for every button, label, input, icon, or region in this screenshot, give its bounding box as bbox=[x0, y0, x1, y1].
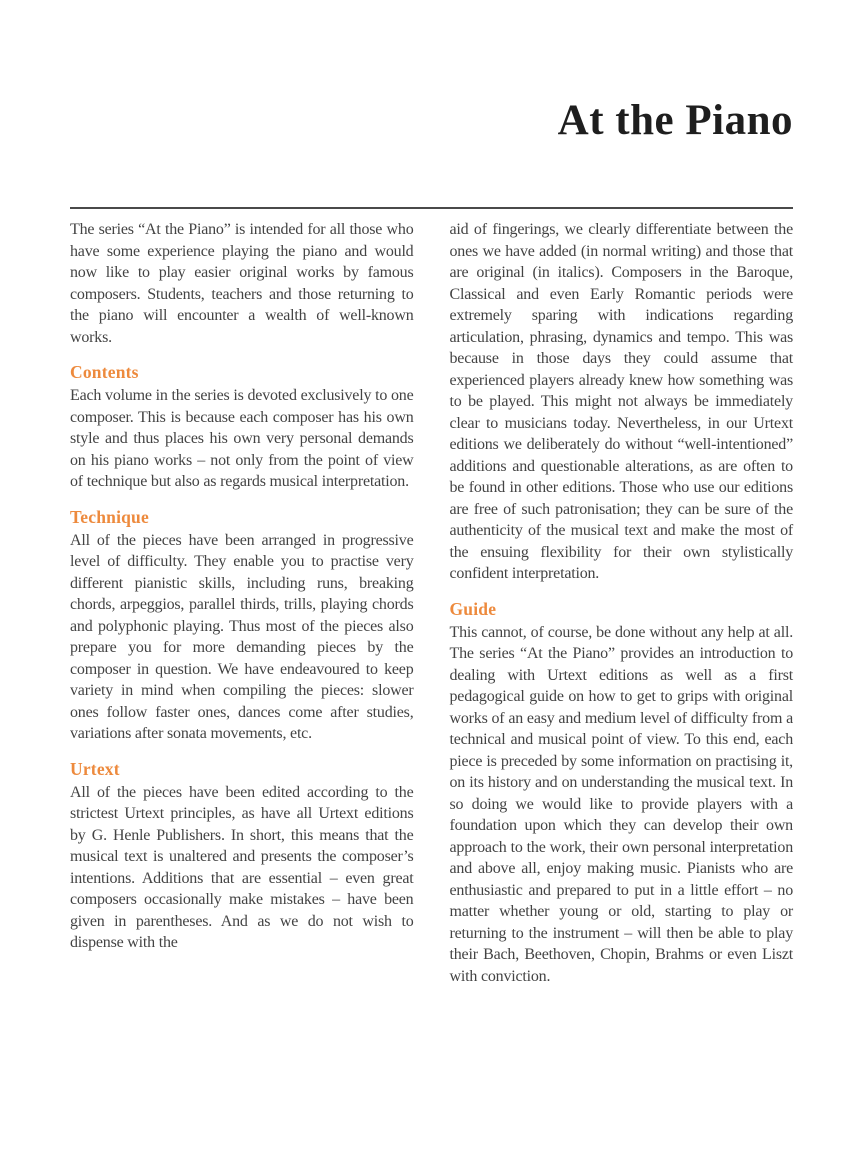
paragraph-intro: The series “At the Piano” is intended for all those who have some experience playing the piano and would now like to play easier original works by famous composers. Students, teachers and those returning to the piano will encounter a wealth of well-known works. bbox=[70, 221, 414, 346]
title-block bbox=[70, 0, 793, 145]
heading-urtext: Urtext bbox=[70, 758, 120, 779]
page-title: At the Piano bbox=[557, 97, 793, 144]
two-column-text bbox=[70, 219, 793, 987]
heading-guide: Guide bbox=[449, 598, 497, 619]
left-column bbox=[70, 219, 414, 987]
title-divider-rule bbox=[70, 207, 793, 209]
heading-technique: Technique bbox=[70, 506, 149, 527]
paragraph-urtext: All of the pieces have been edited according to the strictest Urtext principles, as have all Urtext editions by G. Henle Publishers. In short, this means that the musical text is unaltered and presents the composer’s intentions. Additions that are essential – even great composers occasionally make mistakes – have been given in parentheses. And as we do not wish to dispense with the bbox=[70, 783, 414, 951]
paragraph-technique: All of the pieces have been arranged in progressive level of difficulty. They enable you to practise very different pianistic skills, including runs, breaking chords, arpeggios, parallel thirds, trills, playing chords and polyphonic playing. Thus most of the pieces also prepare you for more demanding pieces by the composer in question. We have endeavoured to keep variety in mind when compiling the pieces: slower ones follow faster ones, dances come after studies, variations after sonata movements, etc. bbox=[70, 531, 414, 742]
paragraph-guide: This cannot, of course, be done without any help at all. The series “At the Piano” provides an introduction to dealing with Urtext editions as well as a first pedagogical guide on how to get to grips with original works of an easy and medium level of difficulty from a technical and musical point of view. To this end, each piece is preceded by some information on practising it, on its history and on understanding the musical text. In so doing we would like to provide players with a foundation upon which they can develop their own approach to the work, their own personal interpretation and above all, enjoy making music. Pianists who are enthusiastic and prepared to put in a little effort – no matter whether young or old, starting to play or returning to the instrument – will then be able to play their Bach, Beethoven, Chopin, Brahms or even Liszt with conviction. bbox=[449, 623, 793, 985]
paragraph-contents: Each volume in the series is devoted exclusively to one composer. This is because each composer has his own style and thus places his own very personal demands on his piano works – not only from the point of view of technique but also as regards musical interpretation. bbox=[70, 387, 414, 490]
heading-contents: Contents bbox=[70, 362, 139, 382]
paragraph-urtext-continued: aid of fingerings, we clearly differentiate between the ones we have added (in normal writing) and those that are original (in italics). Composers in the Baroque, Classical and even Early Romantic periods were extremely sparing with indications regarding articulation, phrasing, dynamics and tempo. This was because in those days they could assume that experienced players already knew how something was to be played. This might not always be immediately clear to musicians today. Nevertheless, in our Urtext editions we deliberately do without “well-intentioned” additions and questionable alterations, as are often to be found in other editions. Those who use our editions are free of such patronisation; they can be sure of the authenticity of the musical text and make the most of the ensuing flexibility for their own stylistically confident interpretation. bbox=[449, 221, 793, 582]
right-column bbox=[450, 219, 794, 987]
